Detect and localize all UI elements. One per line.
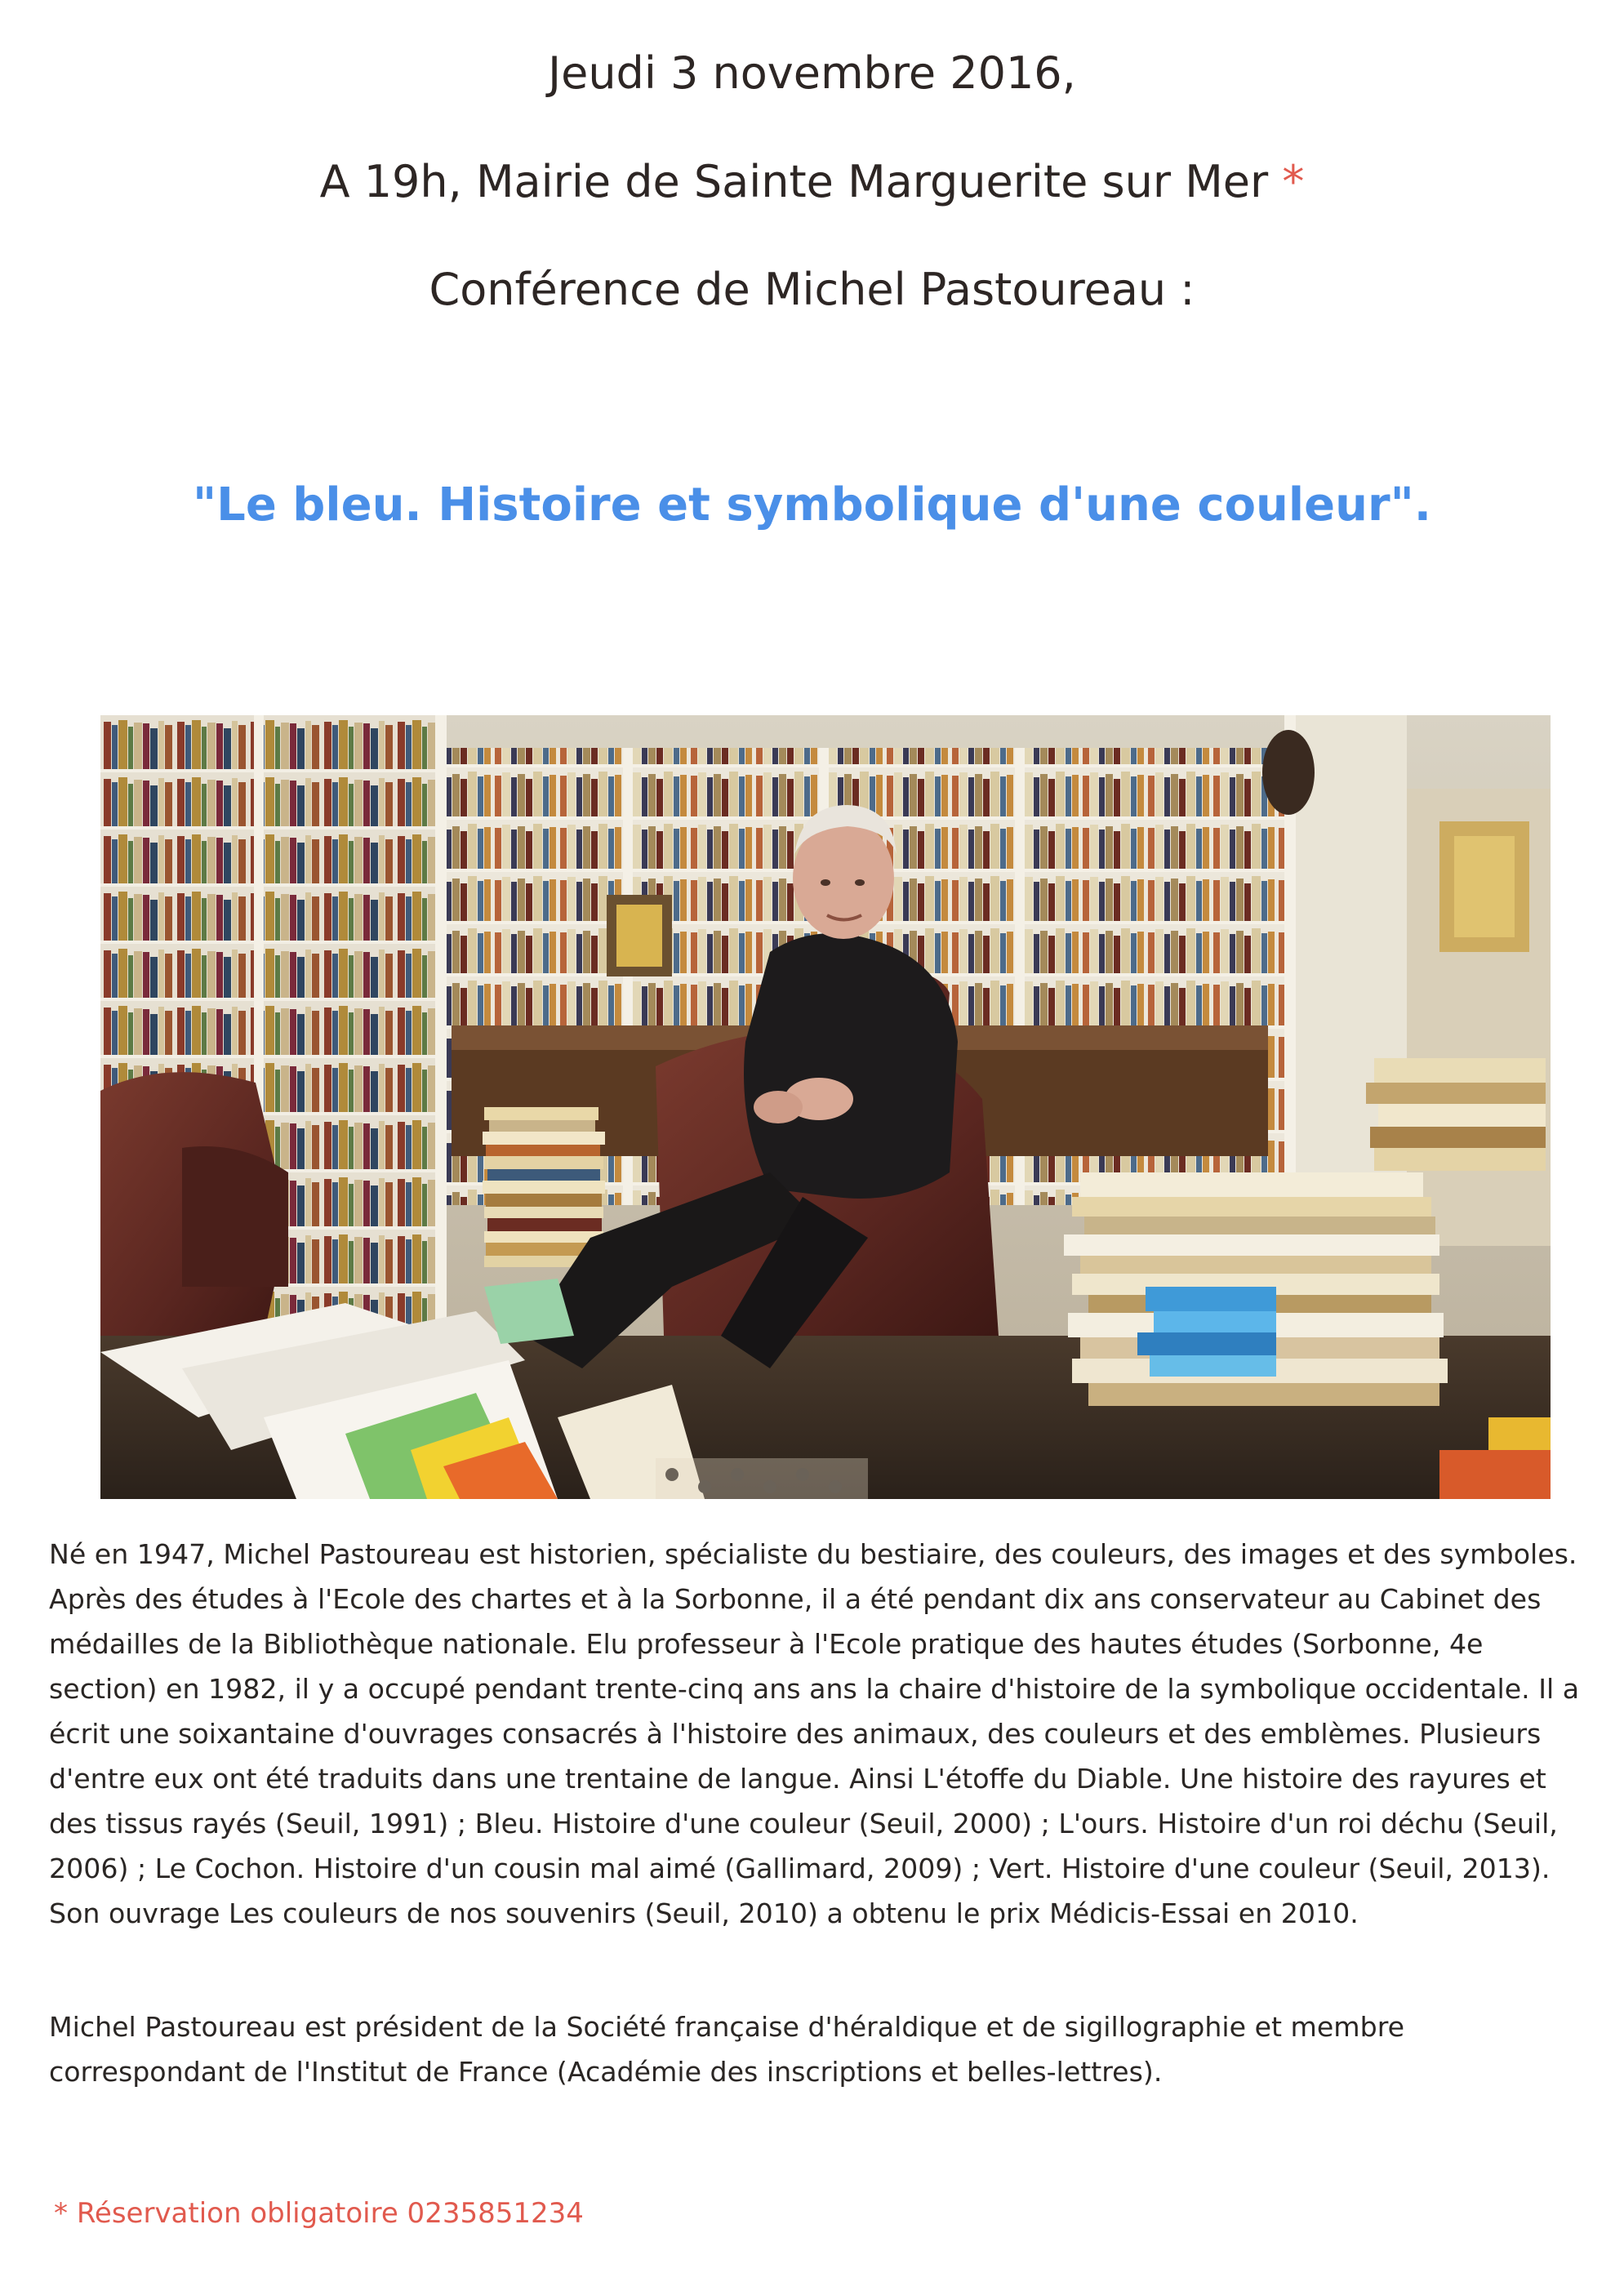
speaker-photo-illustration	[100, 715, 1551, 1499]
time-place-text: A 19h, Mairie de Sainte Marguerite sur Mer	[319, 156, 1269, 207]
bio-paragraph-1: Né en 1947, Michel Pastoureau est historien, spécialiste du bestiaire, des couleurs, des images et des symboles. Après des études à l'Ecole des chartes et à la Sorbonne, il a été pendant dix ans conservateur au Cabinet des médailles de la Bibliothèque nationale. Elu professeur à l'Ecole pratique des hautes études (Sorbonne, 4e section) en 1982, il y a occupé pendant trente-cinq ans ans la chaire d'histoire de la symbolique occidentale. Il a écrit une soixantaine d'ouvrages consacrés à l'histoire des animaux, des couleurs et des emblèmes. Plusieurs d'entre eux ont été traduits dans une trentaine de langue. Ainsi L'étoffe du Diable. Une histoire des rayures et des tissus rayés (Seuil, 1991) ; Bleu. Histoire d'une couleur (Seuil, 2000) ; L'ours. Histoire d'un roi déchu (Seuil, 2006) ; Le Cochon. Histoire d'un cousin mal aimé (Gallimard, 2009) ; Vert. Histoire d'une couleur (Seuil, 2013). Son ouvrage Les couleurs de nos souvenirs (Seuil, 2010) a obtenu le prix Médicis-Essai en 2010.	[49, 1538, 1580, 1929]
bio-paragraph-2: Michel Pastoureau est président de la Société française d'héraldique et de sigillographie et membre correspondant de l'Institut de France (Académie des inscriptions et belles-lettres).	[49, 2011, 1405, 2088]
event-time-place	[0, 153, 1624, 211]
speaker-photo	[100, 715, 1551, 1499]
conference-speaker: Conférence de Michel Pastoureau :	[429, 264, 1195, 315]
reservation-note	[54, 2193, 584, 2234]
reservation-note-text: Réservation obligatoire 0235851234	[76, 2197, 584, 2230]
talk-title: "Le bleu. Histoire et symbolique d'une couleur".	[192, 478, 1432, 532]
reservation-note-asterisk: *	[54, 2197, 68, 2230]
event-date: Jeudi 3 novembre 2016,	[548, 47, 1076, 99]
reservation-asterisk: *	[1282, 156, 1305, 207]
